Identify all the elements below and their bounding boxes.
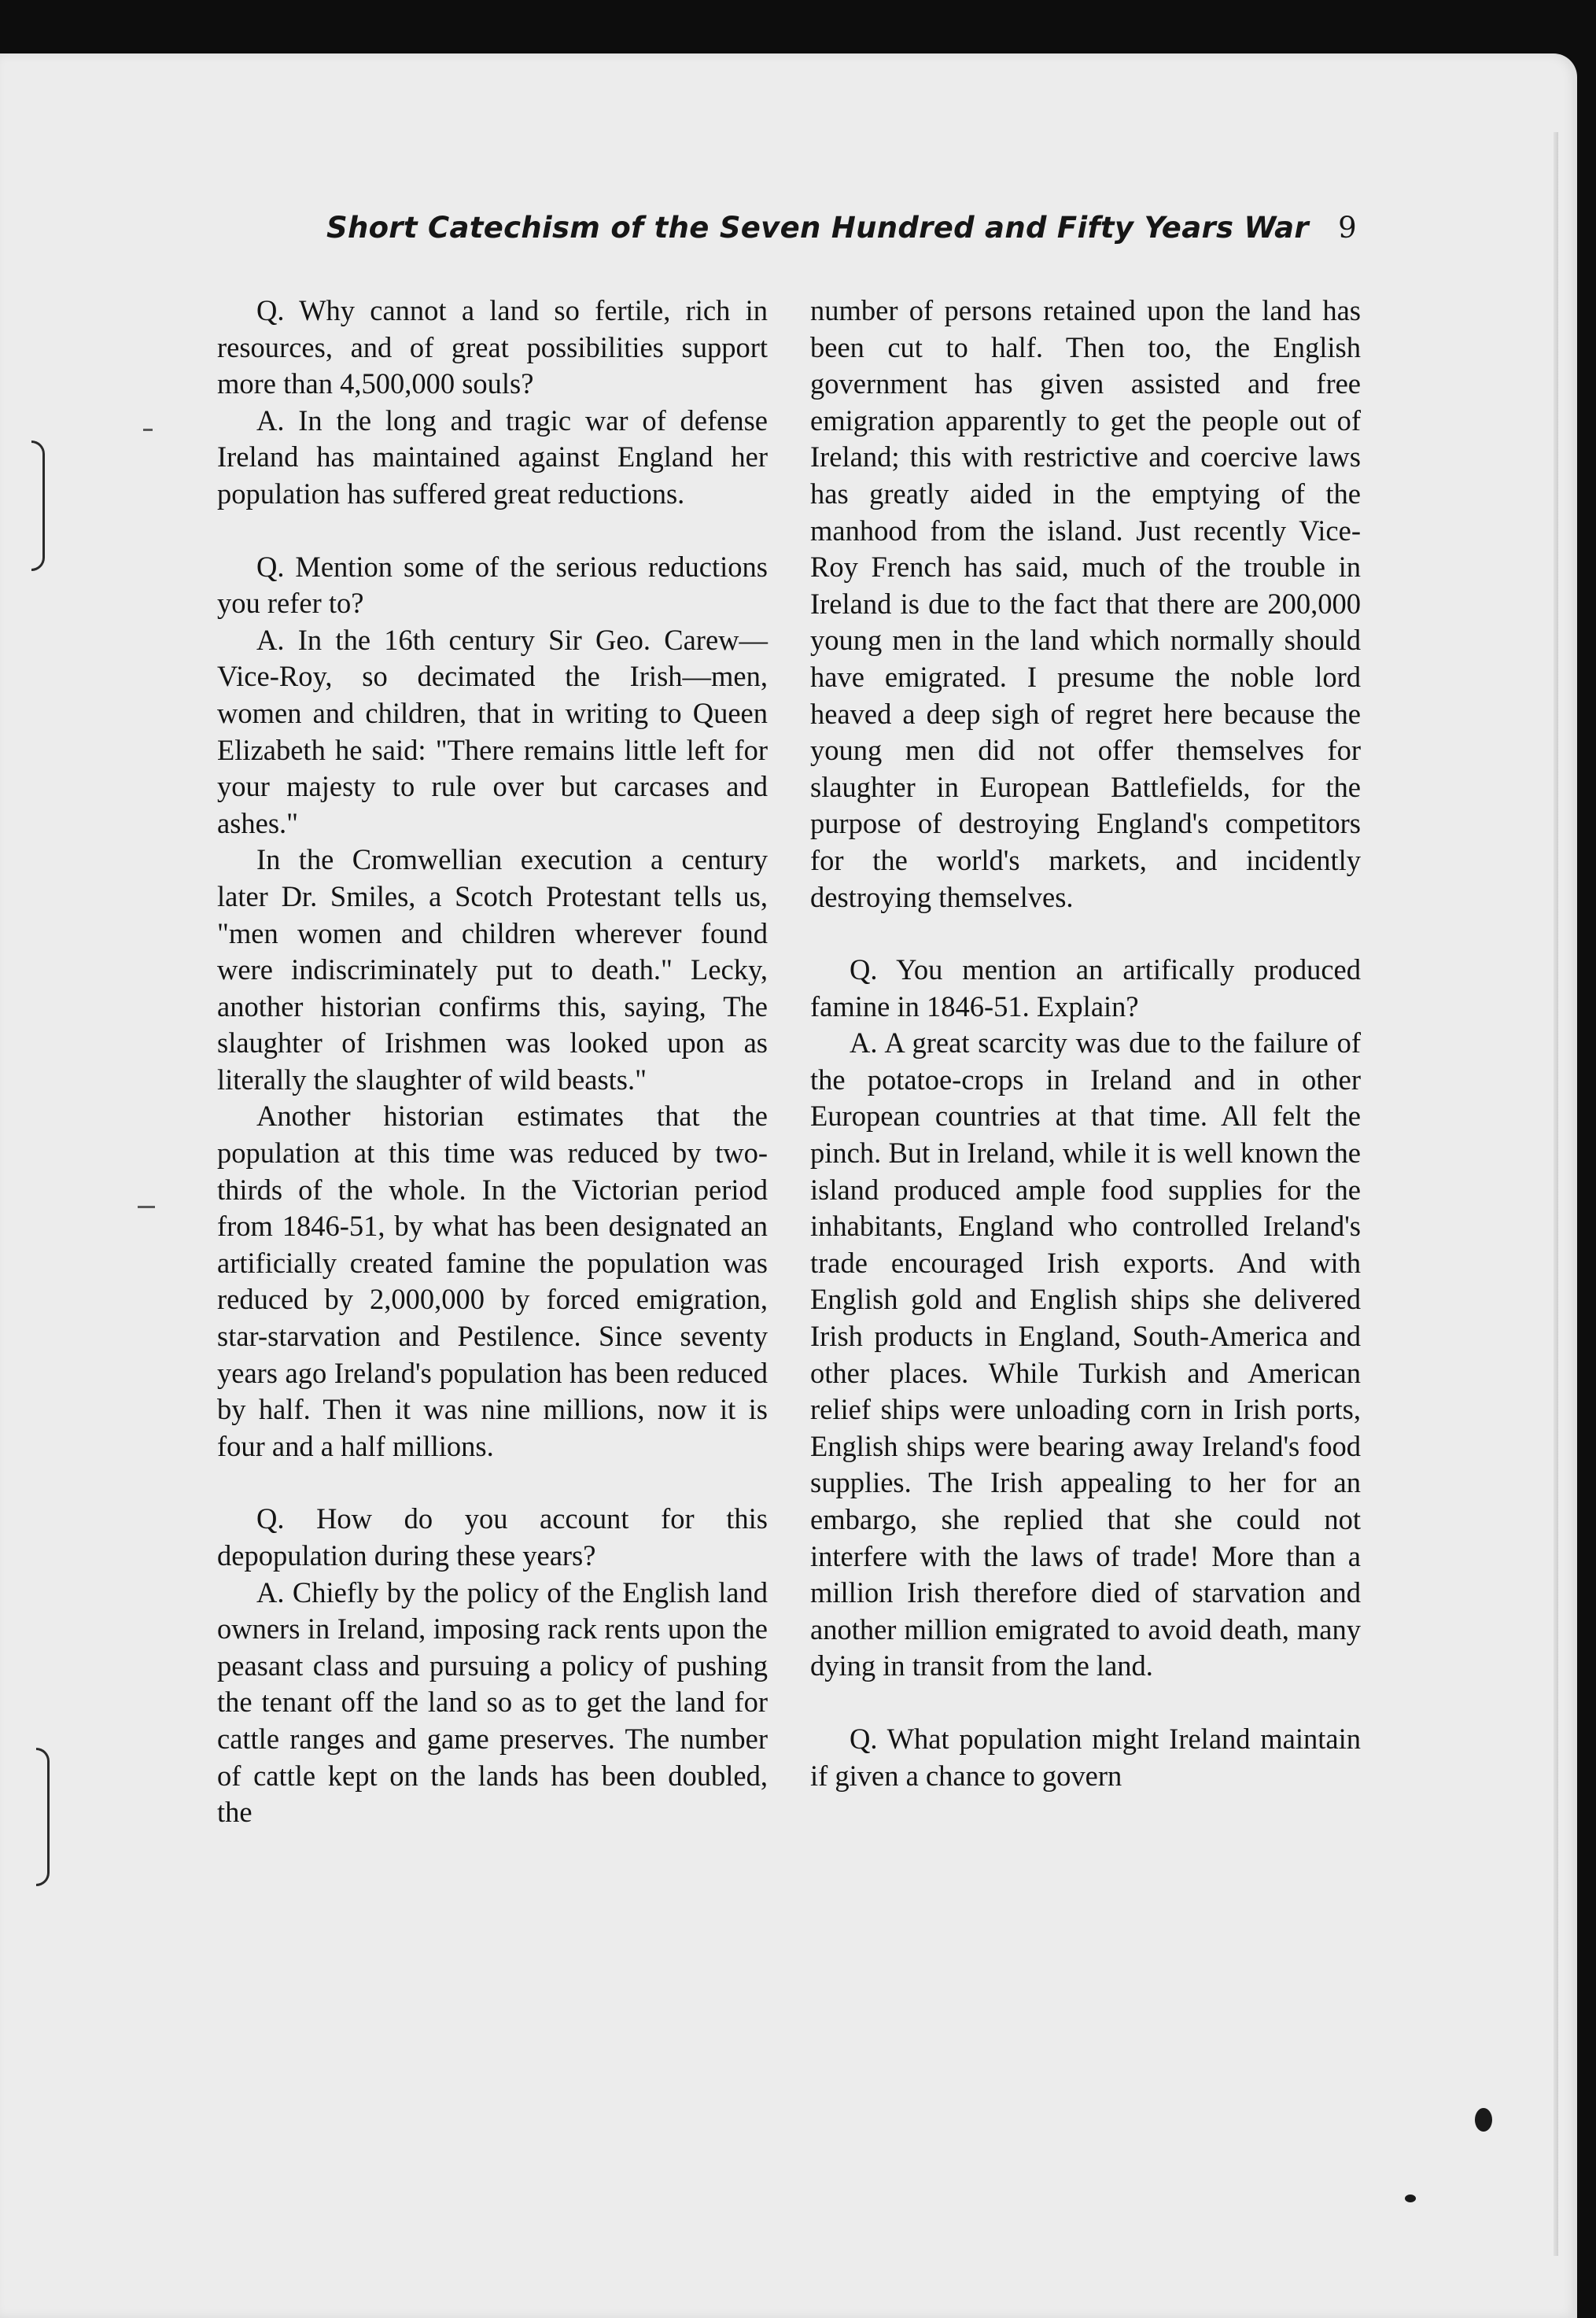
running-header	[326, 211, 1388, 258]
question-paragraph: Q. Mention some of the serious reductions you refer to?	[217, 550, 768, 620]
margin-dash-mark	[143, 429, 153, 431]
answer-paragraph: A. In the 16th century Sir Geo. Carew—Vice-Roy, so decimated the Irish—men, women and children, that in writing to Queen Elizabeth he said: "There remains little left for your majesty to rule over but carcases and ashes."	[217, 623, 768, 839]
right-column	[810, 293, 1361, 1794]
margin-bracket-mark	[31, 440, 45, 571]
page-edge	[1554, 132, 1558, 2256]
continued-paragraph: number of persons retained upon the land has been cut to half. Then too, the English government has given assisted and free emigration apparently to get the people out of Ireland; this with restrictive and coercive laws has greatly aided in the emptying of the manhood from the island. Just recently Vice-Roy French has said, much of the trouble in Ireland is due to the fact that there are 200,000 young men in the land which normally should have emigrated. I presume the noble lord heaved a deep sigh of regret here because the young men did not offer themselves for slaughter in European Battlefields, for the purpose of destroying England's competitors for the world's markets, and incidently destroying themselves.	[810, 294, 1361, 913]
question-paragraph: Q. What population might Ireland maintain if given a chance to govern	[810, 1722, 1361, 1792]
answer-paragraph: A. Chiefly by the policy of the English land owners in Ireland, imposing rack rents upon the peasant class and pursuing a policy of pushing the tenant off the land so as to get the land for cattle ranges and game preserves. The number of cattle kept on the lands has been doubled, the	[217, 1575, 768, 1829]
question-paragraph: Q. Why cannot a land so fertile, rich in resources, and of great possibilities support more than 4,500,000 souls?	[217, 294, 768, 400]
margin-dash-mark	[138, 1206, 155, 1208]
margin-bracket-mark	[36, 1748, 50, 1886]
ink-speck	[1475, 2108, 1492, 2132]
running-title: Short Catechism of the Seven Hundred and Fifty Years War	[326, 211, 1309, 245]
ink-speck	[1405, 2195, 1416, 2202]
question-paragraph: Q. How do you account for this depopulation during these years?	[217, 1502, 768, 1572]
answer-paragraph: A. A great scarcity was due to the failure of the potatoe-crops in Ireland and in other European countries at that time. All felt the pinch. But in Ireland, while it is well known the island produced ample food supplies for the inhabitants, England who controlled Ireland's trade encouraged Irish exports. And with English gold and English ships she delivered Irish products in England, South-America and other places. While Turkish and American relief ships were unloading corn in Irish ports, English ships were bearing away Ireland's food supplies. The Irish appealing to her for an embargo, she replied that she could not interfere with the laws of trade! More than a million Irish therefore died of starvation and another million emigrated to avoid death, many dying in transit from the land.	[810, 1026, 1361, 1682]
body-paragraph: Another historian estimates that the population at this time was reduced by two-thirds of the whole. In the Victorian period from 1846-51, by what has been designated an artificially created famine the population was reduced by 2,000,000 by forced emigration, star-starvation and Pestilence. Since seventy years ago Ireland's population has been reduced by half. Then it was nine millions, now it is four and a half millions.	[217, 1100, 768, 1462]
left-column	[217, 293, 768, 1831]
body-paragraph: In the Cromwellian execution a century later Dr. Smiles, a Scotch Protestant tells us, "men women and children wherever found were indiscriminately put to death." Lecky, another historian confirms this, saying, The slaughter of Irishmen was looked upon as literally the slaughter of wild beasts."	[217, 843, 768, 1096]
answer-paragraph: A. In the long and tragic war of defense Ireland has maintained against England her population has suffered great reductions.	[217, 404, 768, 510]
page-number: 9	[1338, 211, 1357, 245]
question-paragraph: Q. You mention an artifically produced famine in 1846-51. Explain?	[810, 953, 1361, 1023]
